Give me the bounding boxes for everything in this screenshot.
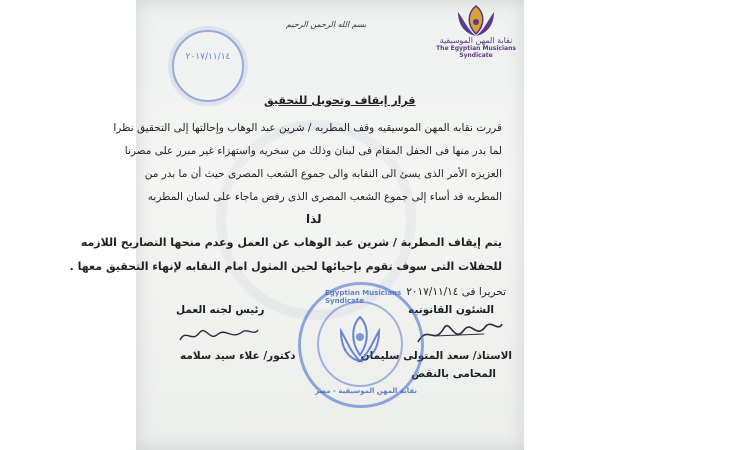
date-line: تحريرا فى ٢٠١٧/١١/١٤ [406,286,506,298]
syndicate-logo [428,2,524,68]
lawyer-role: المحامى بالنقض [411,368,496,380]
paragraph-line: العزيزه الأمر الذى يسئ الى النقابه والى جموع الشعب المصرى حيث أن ما بدر من [144,168,502,180]
date-stamp-text: ٢٠١٧/١١/١٤ [185,52,231,62]
seal-lotus-icon [319,303,401,385]
seal-arabic-text: نقابة المهن الموسيقية - مصر [315,387,418,395]
committee-head-name: دكتور/ علاء سيد سلامه [180,350,296,362]
signature-left [176,322,260,350]
signature-right [414,316,504,350]
seal-english-text: Egyptian Musicians Syndicate [325,289,402,305]
date-stamp [172,30,244,102]
decision-line: يتم إيقاف المطربة / شرين عبد الوهاب عن العمل وعدم منحها التصاريح اللازمه [80,236,502,249]
decision-line: للحفلات التى سوف تقوم بإحيائها لحين المثول امام النقابه لإنهاء التحقيق معها . [69,260,502,273]
logo-arabic-name: نقابة المهن الموسيقية [439,36,513,45]
paragraph-line: قررت نقابه المهن الموسيقيه وقف المطربه / شرين عبد الوهاب وإحالتها إلى التحقيق نظرا [113,122,502,134]
document-title: قرار إيقاف وتحويل للتحقيق [264,94,416,107]
seal-inner-ring [317,301,403,387]
paragraph-line: لما بدر منها فى الحفل المقام فى لبنان وذلك من سخريه واستهزاء غير مبرر على مصرنا [124,145,502,157]
basmala: بسم الله الرحمن الرحيم [286,20,367,29]
work-committee-title: رئيس لجنه العمل [176,304,265,316]
logo-english-name: The Egyptian Musicians Syndicate [436,45,516,59]
document-page [69,0,524,450]
legal-affairs-title: الشئون القانونيه [408,304,494,316]
syndicate-seal [298,282,424,408]
paragraph-line: المطربه قد أساء إلى جموع الشعب المصرى الذى رفض ماجاء على لسان المطربه [147,191,502,203]
lawyer-name: الاستاذ/ سعد المتولى سليمان [360,350,512,362]
therefore-heading: لذا [306,212,322,226]
